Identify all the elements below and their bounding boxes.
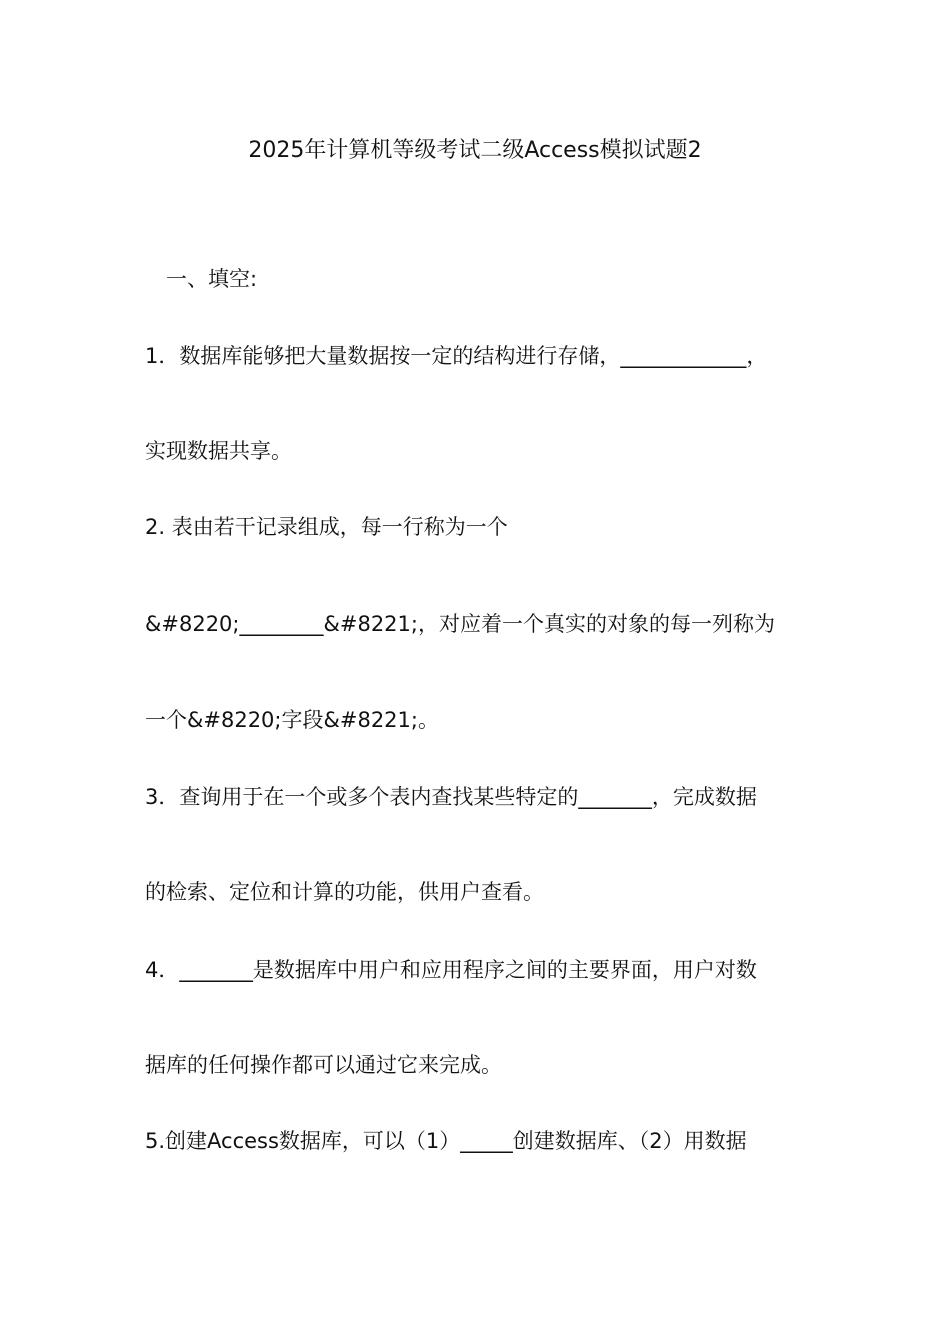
section-heading: 一、填空:	[166, 267, 258, 291]
question-2-line-2: &#8220;________&#8221;，对应着一个真实的对象的每一列称为	[145, 612, 775, 636]
question-3-line-1: 3．查询用于在一个或多个表内查找某些特定的_______，完成数据	[145, 785, 757, 809]
question-4-line-2: 据库的任何操作都可以通过它来完成。	[145, 1053, 502, 1077]
question-2-line-3: 一个&#8220;字段&#8221;。	[145, 708, 439, 732]
document-title: 2025年计算机等级考试二级Access模拟试题2	[248, 138, 702, 163]
question-5-line-1: 5.创建Access数据库，可以（1）_____创建数据库、（2）用数据	[145, 1129, 747, 1153]
question-1-line-1: 1．数据库能够把大量数据按一定的结构进行存储，____________，	[145, 344, 768, 368]
question-2-line-1: 2. 表由若干记录组成，每一行称为一个	[145, 515, 508, 539]
question-3-line-2: 的检索、定位和计算的功能，供用户查看。	[145, 880, 544, 904]
question-1-line-2: 实现数据共享。	[145, 439, 292, 463]
question-4-line-1: 4．_______是数据库中用户和应用程序之间的主要界面，用户对数	[145, 958, 757, 982]
